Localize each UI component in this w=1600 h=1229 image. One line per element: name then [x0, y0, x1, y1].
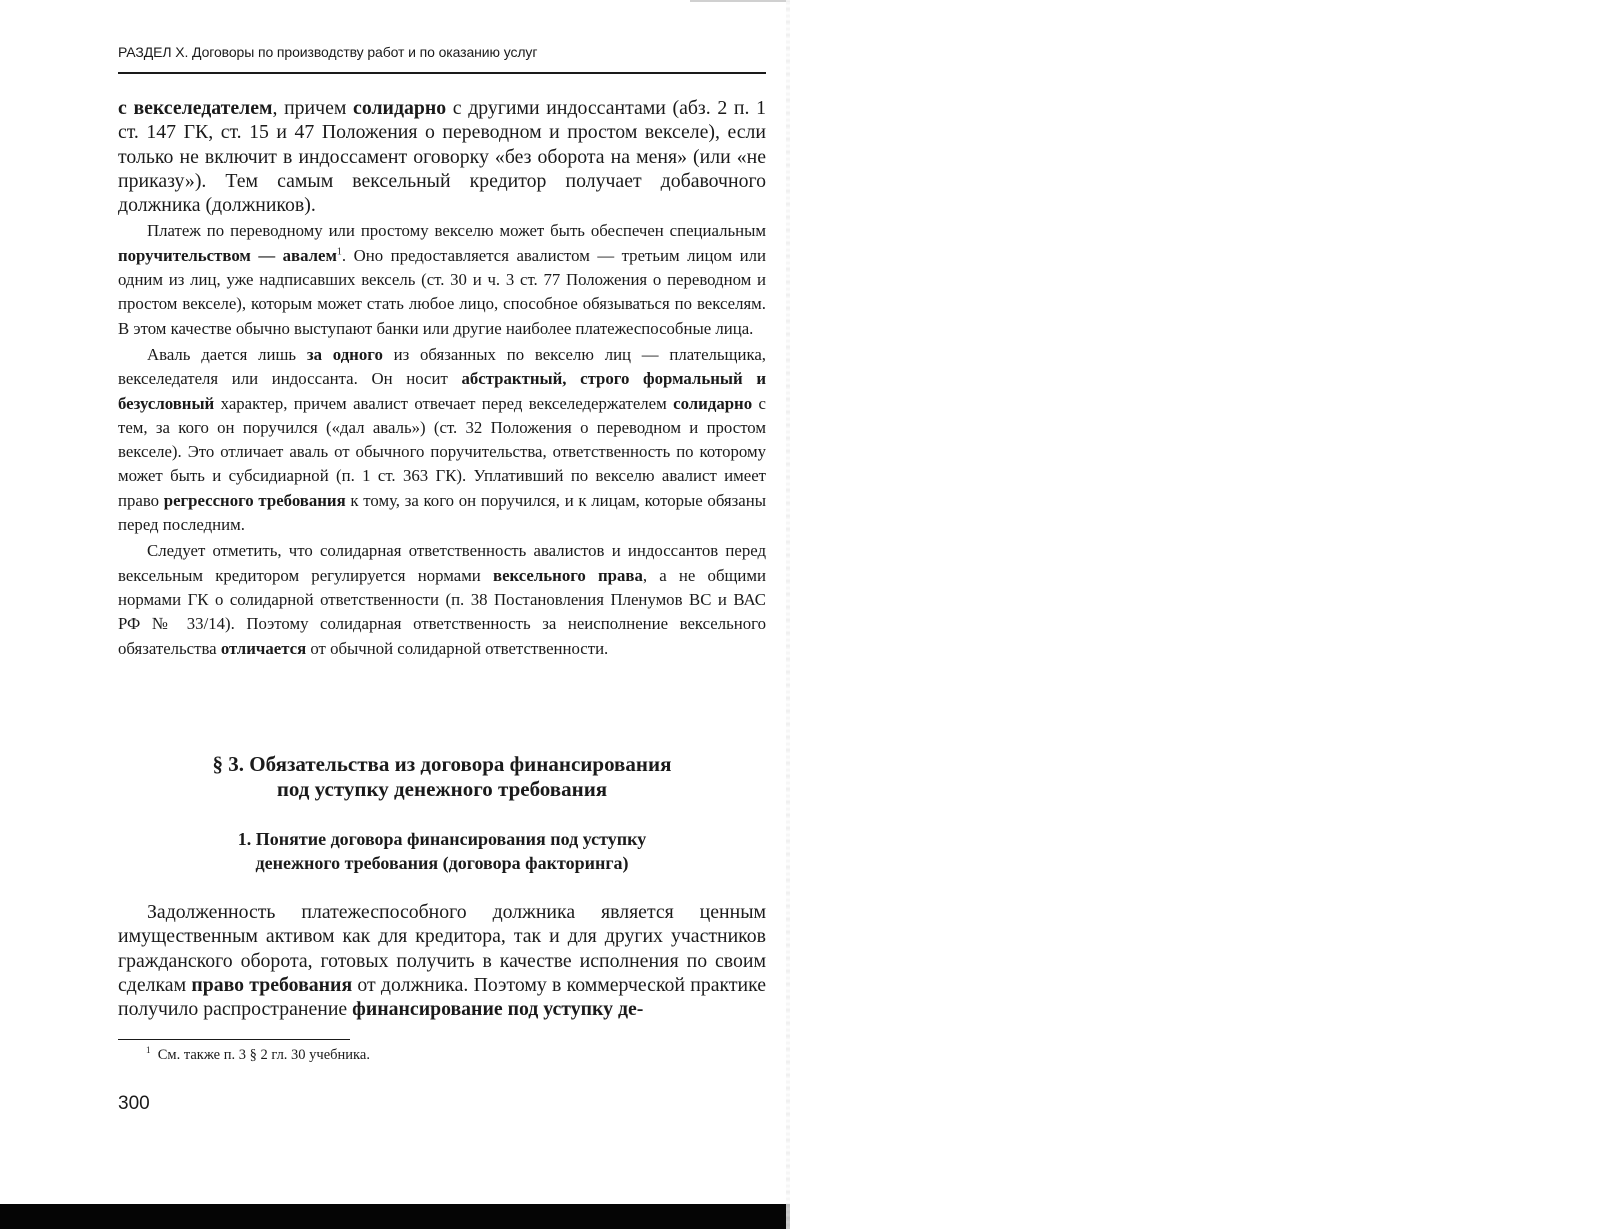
bold-term: абстрактный, строго формальный и безусловный [118, 369, 766, 413]
text-run: к тому, за кого он поручился, и к лицам, которые обязаны перед последним. [118, 490, 766, 535]
footnote-rule [118, 1039, 350, 1040]
text-run: характер, причем авалист отвечает перед векселедержателем [214, 393, 674, 413]
subsection-heading-line: денежного требования (договора факторинга) [255, 853, 629, 873]
paragraph-4 [118, 539, 766, 660]
paragraph-1 [118, 96, 766, 217]
page-top-edge [690, 0, 800, 2]
text-run: . Оно предоставляется авалистом — третьим лицом или одним из лиц, уже надписавших вексель (ст. 30 и ч. 3 ст. 77 Положения о переводном и простом векселе), которым может стать любое лицо, способное обязываться по векселям. В этом качестве обычно выступают банки или другие наиболее платежеспособные лица. [118, 245, 766, 338]
footnote-mark: 1 [146, 1045, 151, 1056]
paragraph-3 [118, 343, 766, 537]
subsection-heading [118, 827, 766, 875]
footnote-ref: 1 [336, 246, 342, 258]
text-run: от обычной солидарной ответственности. [306, 638, 609, 658]
bold-term: регрессного требования [163, 490, 346, 510]
text-run: с тем, за кого он поручился («дал аваль») (ст. 32 Положения о переводном и простом векселе). Это отличает аваль от обычного поручительства, ответственность по которому может быть и субсидиарной (п. 1 ст. 363 ГК). Уплативший по векселю авалист имеет право [118, 393, 766, 510]
page-number: 300 [118, 1093, 150, 1114]
text-run: Следует отметить, что солидарная ответственность авалистов и индоссантов перед вексельным кредитором регулируется нормами [118, 541, 766, 585]
bold-term: финансирование под уступку де- [352, 998, 644, 1021]
footnote-text: См. также п. 3 § 2 гл. 30 учебника. [157, 1047, 370, 1063]
bold-term: поручительством — авалем [118, 245, 337, 265]
bold-term: с векселедателем [118, 97, 273, 119]
text-run: от должника. Поэтому в коммерческой практике получило распространение [118, 973, 766, 1021]
section-heading-line: § 3. Обязательства из договора финансирования [212, 752, 672, 776]
running-head-rule [118, 72, 766, 74]
section-heading-line: под уступку денежного требования [276, 777, 608, 801]
body-text [118, 96, 766, 661]
bold-term: за одного [306, 344, 383, 364]
text-run: Аваль дается лишь [147, 344, 307, 364]
bold-term: солидарно [673, 393, 753, 413]
bold-term: право требования [191, 973, 353, 996]
bold-term: солидарно [353, 97, 447, 119]
text-run: Задолженность платежеспособного должника является ценным имущественным активом как для кредитора, так и для других участников гражданского оборота, готовых получить в качестве исполнения по своим сделкам [118, 901, 766, 996]
text-run: Платеж по переводному или простому векселю может быть обеспечен специальным [147, 221, 766, 241]
text-run: , а не общими нормами ГК о солидарной ответственности (п. 38 Постановления Пленумов ВС и ВАС РФ № 33/14). Поэтому солидарная ответственность за неисполнение вексельного обязательства [118, 565, 766, 658]
bold-term: отличается [220, 638, 307, 658]
text-run: , причем [272, 97, 354, 119]
text-run: с другими индоссантами (абз. 2 п. 1 ст. 147 ГК, ст. 15 и 47 Положения о переводном и простом векселе), если только не включит в индоссамент оговорку «без оборота на меня» (или «не приказу»). Тем самым вексельный кредитор получает добавочного должника (должников). [118, 97, 766, 217]
section-heading [118, 752, 766, 802]
footnote [146, 1046, 746, 1064]
scan-bottom-edge [0, 1204, 800, 1229]
subsection-heading-line: 1. Понятие договора финансирования под уступку [237, 829, 647, 849]
text-run: из обязанных по векселю лиц — плательщика, векселедателя или индоссанта. Он носит [118, 344, 766, 389]
running-head: РАЗДЕЛ X. Договоры по производству работ и по оказанию услуг [118, 44, 538, 60]
blank-scan-area [790, 0, 1600, 1229]
paragraph-5 [118, 900, 766, 1021]
bold-term: вексельного права [493, 565, 643, 585]
paragraph-2 [118, 219, 766, 340]
